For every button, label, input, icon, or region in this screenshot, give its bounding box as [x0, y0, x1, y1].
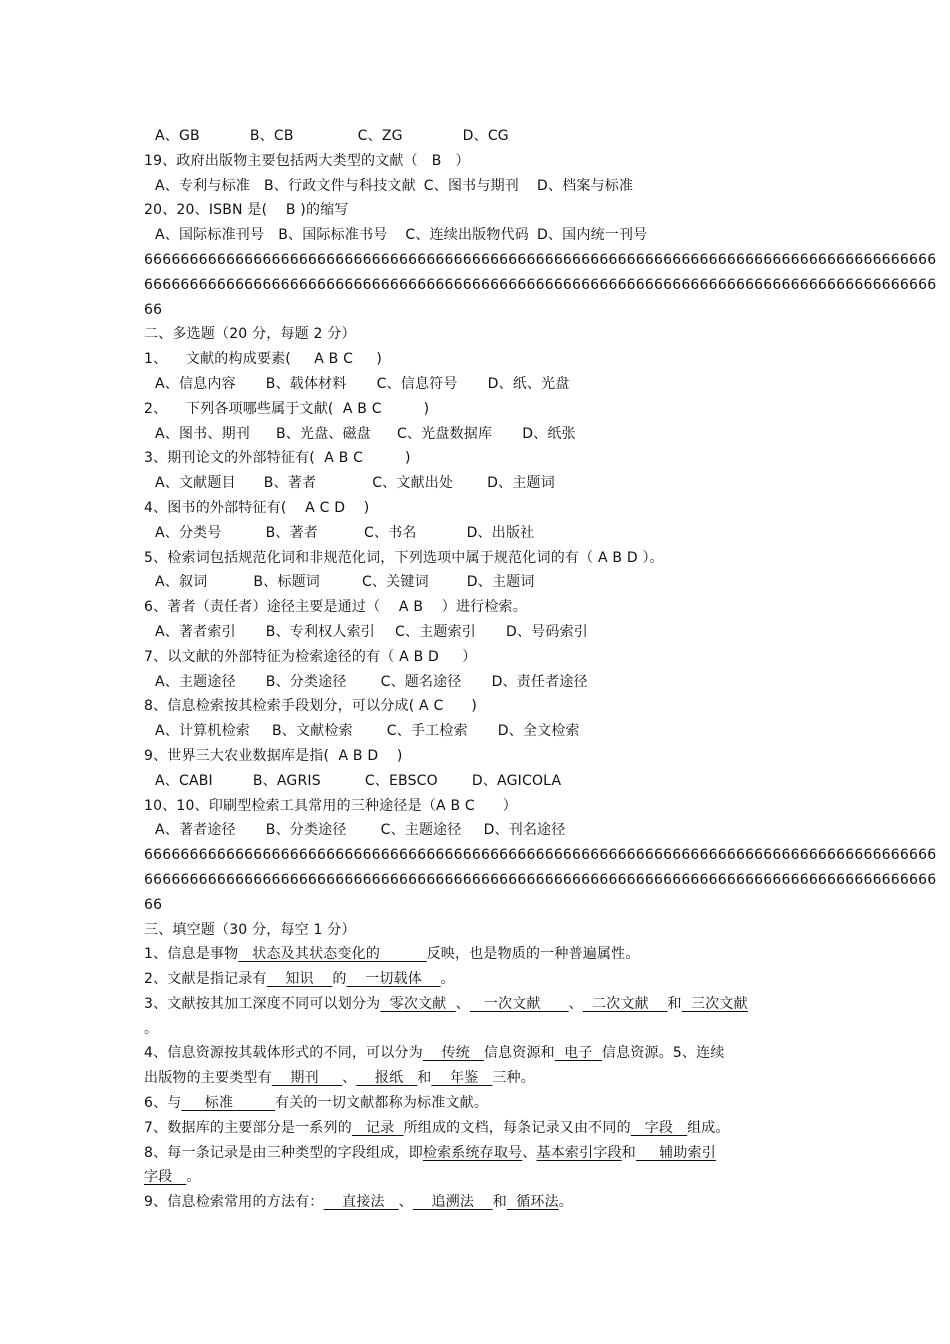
- fill-text: 3、文献按其加工深度不同可以划分为: [144, 995, 381, 1012]
- option-text: C、手工检索: [386, 723, 468, 740]
- answer-blank: 检索系统存取号: [422, 1144, 523, 1161]
- option-text: D、出版社: [466, 524, 535, 541]
- option-text: A、文献题目: [155, 475, 236, 492]
- option-text: A、主题途径: [155, 673, 236, 690]
- answer-blank: 二次文献: [582, 995, 668, 1012]
- option-text: D、责任者途径: [491, 673, 588, 690]
- fill-in-line: [144, 1141, 814, 1166]
- fill-text: 、: [398, 1194, 413, 1211]
- filler-digits-line: 666666666666666666666666666666666666666666666666666666666666666666666666666666666666666: [144, 871, 937, 888]
- option-text: C、题名途径: [380, 673, 462, 690]
- fill-text: 组成。: [687, 1119, 730, 1136]
- option-text: A、著者索引: [155, 623, 236, 640]
- answer-blank: 知识: [266, 971, 333, 988]
- option-text: D、刊名途径: [483, 822, 566, 839]
- answer-blank: 一次文献: [469, 995, 569, 1012]
- fill-in-line: [144, 1116, 814, 1141]
- fill-text: 和: [621, 1144, 636, 1161]
- fill-in-line: [144, 1041, 814, 1066]
- fill-text: 反映，也是物质的一种普遍属性。: [426, 946, 640, 963]
- answer-options: [144, 372, 814, 397]
- question-line: 20、20、ISBN 是( B )的缩写: [144, 202, 349, 219]
- option-text: C、书名: [363, 524, 417, 541]
- option-text: B、国际标准书号: [278, 227, 388, 244]
- fill-text: 、: [342, 1070, 357, 1087]
- option-text: B、载体材料: [265, 375, 347, 392]
- question-line: 8、信息检索按其检索手段划分，可以分成( A C ): [144, 698, 477, 715]
- fill-text: 、: [522, 1144, 537, 1161]
- question-line: 9、世界三大农业数据库是指( A B D ): [144, 747, 403, 764]
- answer-blank: 一切载体: [346, 971, 441, 988]
- answer-options: [144, 818, 814, 843]
- answer-options: [144, 223, 814, 248]
- answer-options: [144, 670, 814, 695]
- question-line: 7、以文献的外部特征为检索途径的有（ A B D ）: [144, 648, 477, 665]
- answer-blank: 三次文献: [681, 995, 748, 1012]
- answer-blank: 辅助索引: [635, 1144, 716, 1161]
- fill-text: 。: [144, 1020, 159, 1037]
- answer-blank: 传统: [422, 1045, 484, 1062]
- option-text: D、档案与标准: [536, 177, 634, 194]
- answer-options: [144, 422, 814, 447]
- option-text: C、图书与期刊: [423, 177, 519, 194]
- fill-in-line: [144, 1066, 814, 1091]
- option-text: D、主题词: [487, 475, 555, 492]
- answer-blank: 字段: [630, 1119, 688, 1136]
- fill-text: 。: [186, 1169, 201, 1186]
- option-text: D、主题词: [466, 574, 535, 591]
- answer-blank: 期刊: [271, 1070, 343, 1087]
- option-text: D、全文检索: [497, 723, 580, 740]
- answer-blank: 报纸: [356, 1070, 418, 1087]
- question-line: 3、期刊论文的外部特征有( A B C ): [144, 450, 411, 467]
- fill-text: 、: [455, 995, 470, 1012]
- fill-in-line: [144, 1017, 814, 1042]
- option-text: B、分类途径: [265, 822, 347, 839]
- question-line: 二、多选题（20 分，每题 2 分）: [144, 326, 356, 343]
- answer-blank: 标准: [181, 1095, 276, 1112]
- option-text: C、主题途径: [380, 822, 462, 839]
- fill-text: 所组成的文档，每条记录又由不同的: [403, 1119, 631, 1136]
- fill-text: 7、数据库的主要部分是一系列的: [144, 1119, 352, 1136]
- question-line: 10、10、印刷型检索工具常用的三种途径是（A B C ）: [144, 797, 517, 814]
- option-text: C、信息符号: [376, 375, 458, 392]
- answer-blank: 字段: [144, 1169, 187, 1186]
- option-text: D、号码索引: [505, 623, 588, 640]
- fill-in-line: [144, 942, 814, 967]
- fill-text: 。: [558, 1194, 573, 1211]
- question-line: 2、 下列各项哪些属于文献( A B C ): [144, 400, 430, 417]
- answer-options: [144, 620, 814, 645]
- option-text: A、CABI: [155, 772, 213, 789]
- fill-text: 。: [440, 971, 455, 988]
- option-text: C、连续出版物代码: [405, 227, 529, 244]
- fill-in-line: [144, 967, 814, 992]
- fill-text: 的: [332, 971, 347, 988]
- question-line: 5、检索词包括规范化词和非规范化词，下列选项中属于规范化词的有（ A B D ）。: [144, 549, 664, 566]
- filler-digits-line: 666666666666666666666666666666666666666666666666666666666666666666666666666666666666666: [144, 847, 937, 864]
- option-text: B、光盘、磁盘: [275, 425, 371, 442]
- option-text: A、叙词: [155, 574, 208, 591]
- option-text: D、AGICOLA: [471, 772, 562, 789]
- fill-text: 8、每一条记录是由三种类型的字段组成，即: [144, 1144, 423, 1161]
- option-text: D、CG: [462, 128, 509, 144]
- option-text: C、光盘数据库: [397, 425, 493, 442]
- fill-text: 9、信息检索常用的方法有：: [144, 1194, 324, 1211]
- document-page: [144, 124, 937, 1215]
- fill-in-line: [144, 992, 814, 1017]
- fill-in-line: [144, 1190, 814, 1215]
- option-text: C、文献出处: [372, 475, 454, 492]
- option-text: A、分类号: [155, 524, 222, 541]
- option-text: D、纸、光盘: [487, 375, 570, 392]
- fill-in-line: [144, 1091, 814, 1116]
- option-text: B、AGRIS: [252, 772, 321, 789]
- answer-options: [144, 471, 814, 496]
- option-text: B、CB: [249, 128, 294, 144]
- fill-text: 信息资源。5、连续: [601, 1045, 725, 1062]
- question-line: 6、著者（责任者）途径主要是通过（ A B ）进行检索。: [144, 599, 527, 616]
- answer-blank: 零次文献: [380, 995, 456, 1012]
- fill-text: 有关的一切文献都称为标准文献。: [275, 1095, 489, 1112]
- option-text: A、国际标准刊号: [155, 227, 265, 244]
- answer-options: [144, 521, 814, 546]
- option-text: C、ZG: [357, 128, 403, 144]
- option-text: A、计算机检索: [155, 723, 250, 740]
- answer-blank: 记录: [351, 1119, 404, 1136]
- option-text: C、关键词: [362, 574, 429, 591]
- fill-in-line: [144, 1165, 814, 1190]
- answer-blank: 直接法: [323, 1194, 399, 1211]
- option-text: C、EBSCO: [364, 772, 438, 789]
- option-text: B、文献检索: [271, 723, 353, 740]
- answer-blank: 状态及其状态变化的: [238, 946, 427, 963]
- question-line: 19、政府出版物主要包括两大类型的文献（ B ）: [144, 152, 470, 169]
- fill-text: 和: [667, 995, 682, 1012]
- answer-blank: 年鉴: [431, 1070, 493, 1087]
- answer-blank: 追溯法: [412, 1194, 493, 1211]
- answer-options: [144, 719, 814, 744]
- answer-options: [144, 174, 814, 199]
- option-text: B、标题词: [253, 574, 320, 591]
- fill-text: 、: [568, 995, 583, 1012]
- answer-options: [144, 769, 814, 794]
- answer-options: [144, 124, 814, 149]
- answer-blank: 电子: [554, 1045, 602, 1062]
- question-line: 66: [144, 301, 163, 318]
- option-text: B、分类途径: [265, 673, 347, 690]
- answer-blank: 循环法: [506, 1194, 559, 1211]
- fill-text: 和: [417, 1070, 432, 1087]
- option-text: A、图书、期刊: [155, 425, 250, 442]
- question-line: 66: [144, 896, 163, 913]
- fill-text: 6、与: [144, 1095, 182, 1112]
- fill-text: 1、信息是事物: [144, 946, 239, 963]
- option-text: A、GB: [155, 128, 200, 144]
- fill-text: 4、信息资源按其载体形式的不同，可以分为: [144, 1045, 423, 1062]
- option-text: A、专利与标准: [155, 177, 250, 194]
- option-text: B、专利权人索引: [265, 623, 375, 640]
- option-text: D、国内统一刊号: [536, 227, 648, 244]
- option-text: C、主题索引: [395, 623, 476, 640]
- option-text: B、行政文件与科技文献: [263, 177, 416, 194]
- option-text: B、著者: [265, 524, 318, 541]
- filler-digits-line: 666666666666666666666666666666666666666666666666666666666666666666666666666666666666666: [144, 276, 937, 293]
- fill-text: 三种。: [492, 1070, 535, 1087]
- fill-text: 出版物的主要类型有: [144, 1070, 272, 1087]
- option-text: D、纸张: [522, 425, 576, 442]
- answer-options: [144, 570, 814, 595]
- question-line: 4、图书的外部特征有( A C D ): [144, 499, 370, 516]
- answer-blank: 基本索引字段: [536, 1144, 622, 1161]
- option-text: B、著者: [263, 475, 317, 492]
- option-text: A、信息内容: [155, 375, 236, 392]
- fill-text: 2、文献是指记录有: [144, 971, 267, 988]
- filler-digits-line: 666666666666666666666666666666666666666666666666666666666666666666666666666666666666666: [144, 251, 937, 268]
- question-line: 1、 文献的构成要素( A B C ): [144, 351, 382, 368]
- fill-text: 信息资源和: [483, 1045, 555, 1062]
- question-line: 三、填空题（30 分，每空 1 分）: [144, 921, 356, 938]
- option-text: A、著者途径: [155, 822, 236, 839]
- fill-text: 和: [492, 1194, 507, 1211]
